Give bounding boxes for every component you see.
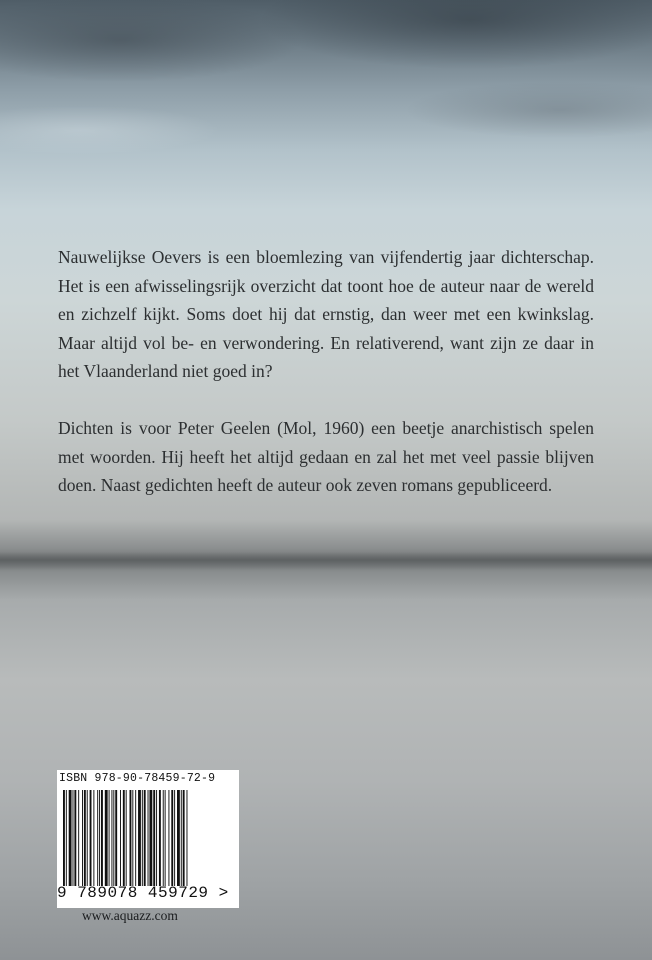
barcode-bar [90,790,92,886]
barcode-bar [171,790,173,886]
barcode-bar [177,790,180,886]
barcode-bar [174,790,175,886]
barcode-bar [148,790,149,886]
barcode-bar [168,790,169,886]
barcode-bar [69,790,72,886]
ean-digits: 9 789078 459729 > [57,884,229,902]
barcode-bar [183,790,185,886]
barcode-bar [156,790,157,886]
barcode-bar [82,790,83,886]
blurb-paragraph-2: Dichten is voor Peter Geelen (Mol, 1960) een beetje anarchistisch spelen met woorden. Hij heeft het altijd gedaan en zal het met veel passie blijven doen. Naast gedichten heeft de auteur ook zeven romans gepubliceerd. [58,417,594,496]
barcode-bar [142,790,143,886]
publisher-website: www.aquazz.com [82,908,178,923]
barcode-bar [153,790,155,886]
barcode-bar [187,790,188,886]
barcode-bar [93,790,94,886]
barcode-bar [111,790,112,886]
isbn-barcode [57,770,239,908]
barcode-bar [126,790,127,886]
barcode-bar [109,790,110,886]
barcode-bar [123,790,125,886]
sea-horizon [0,552,652,570]
barcode-bar [63,790,65,886]
barcode-bar [159,790,161,886]
barcode-bar [165,790,166,886]
barcode-bar [97,790,98,886]
barcode-bar [113,790,114,886]
barcode-bar [78,790,79,886]
barcode-bar [149,790,152,886]
sky-clouds [0,0,652,240]
barcode-bar [84,790,86,886]
barcode-bar [132,790,133,886]
barcode-bars [63,790,233,886]
barcode-bar [73,790,74,886]
barcode-bar [120,790,121,886]
isbn-label: ISBN 978-90-78459-72-9 [59,772,216,785]
barcode-bar [105,790,108,886]
cover-blurb [58,243,594,528]
barcode-bar [99,790,100,886]
barcode-bar [74,790,76,886]
barcode-bar [181,790,182,886]
barcode-bar [115,790,117,886]
barcode-bar [66,790,67,886]
barcode-bar [144,790,146,886]
barcode-bar [87,790,88,886]
barcode-bar [135,790,136,886]
barcode-bar [130,790,132,886]
barcode-bar [101,790,103,886]
barcode-bar [138,790,141,886]
blurb-paragraph-1: Nauwelijkse Oevers is een bloemlezing van vijfendertig jaar dichterschap. Het is een afwisselingsrijk overzicht dat toont hoe de auteur naar de wereld en zichzelf kijkt. Soms doet hij dat ernstig, dan weer met een kwinkslag. Maar altijd vol be- en verwondering. En relativerend, want zijn ze daar in het Vlaanderland niet goed in? [58,247,594,382]
barcode-bar [163,790,164,886]
